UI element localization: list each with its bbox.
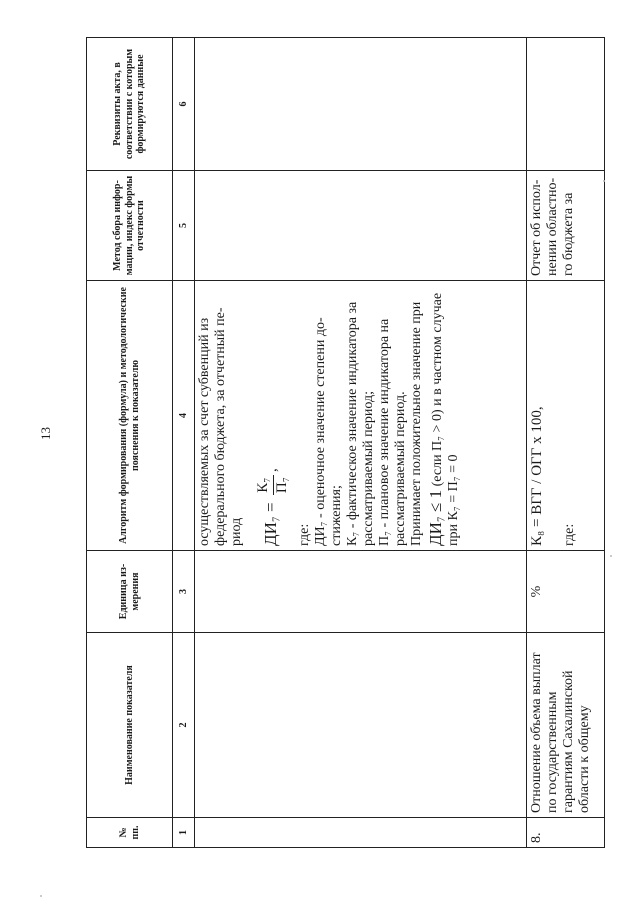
cell-unit: % [527, 551, 605, 633]
formula-tail: , [264, 468, 281, 473]
cell-number [195, 818, 527, 848]
algorithm-intro: осуществляемых за счет субвенций из федерального бюджета, за отчетный период [197, 307, 245, 546]
cell-algorithm [195, 281, 527, 551]
header-unit: Единица измерения [87, 551, 173, 633]
header-method: Метод сбора информации, индекс формы отчетности [87, 171, 173, 281]
condition [426, 285, 462, 546]
header-row [87, 38, 173, 848]
formula-fraction [255, 475, 291, 495]
header-name: Наименование показателя [87, 633, 173, 818]
where-label: где: [562, 523, 578, 546]
header-number: № пп. [87, 818, 173, 848]
cell-requisites [195, 38, 527, 171]
cell-number: 8. [527, 818, 605, 848]
cell-algorithm [527, 281, 605, 551]
col-num: 2 [173, 633, 195, 818]
definition: Принимает положительное значение при [409, 301, 425, 546]
cell-name [195, 633, 527, 818]
col-num: 3 [173, 551, 195, 633]
formula [255, 285, 291, 546]
scan-speck [610, 555, 612, 557]
where-label: где: [296, 523, 312, 546]
column-number-row [173, 38, 195, 848]
formula-denominator: П₇ [273, 477, 290, 494]
formula-k8: К₈ = ВГГ / ОГГ х 100, [529, 406, 545, 546]
page-number: 13 [38, 427, 53, 440]
indicator-table-rotated [86, 38, 604, 848]
header-algorithm: Алгоритм формирования (формула) и методологические пояснения к показателю [87, 281, 173, 551]
cell-name: Отношение объема выплат по государственным гарантиям Сахалинской области к общему [527, 633, 605, 818]
scan-speck [40, 895, 42, 897]
col-num: 1 [173, 818, 195, 848]
condition-formula: ДИ₇ ≤ 1 [425, 489, 445, 546]
table-row [527, 38, 605, 848]
col-num: 6 [173, 38, 195, 171]
scan-speck [603, 180, 605, 182]
cell-unit [195, 551, 527, 633]
indicator-table [86, 37, 605, 848]
definition: ДИ₇ - оценочное значение степени достижения; [312, 317, 344, 546]
definition: П₇ - плановое значение индикатора на рассматриваемый период. [377, 318, 409, 546]
definition: К₇ - фактическое значение индикатора за рассматриваемый период; [345, 301, 377, 546]
formula-numerator: К₇ [255, 475, 273, 494]
condition-tail: (если П₇ > 0) и в частном случае при К₇ = П₇ = 0 [429, 292, 461, 546]
formula-lhs: ДИ₇ = [261, 498, 281, 546]
cell-method [195, 171, 527, 281]
col-num: 5 [173, 171, 195, 281]
table-row [195, 38, 527, 848]
header-requisites: Реквизиты акта, в соответствии с которым формируются данные [87, 38, 173, 171]
cell-requisites [527, 38, 605, 171]
col-num: 4 [173, 281, 195, 551]
cell-method: Отчет об исполнении областного бюджета за [527, 171, 605, 281]
